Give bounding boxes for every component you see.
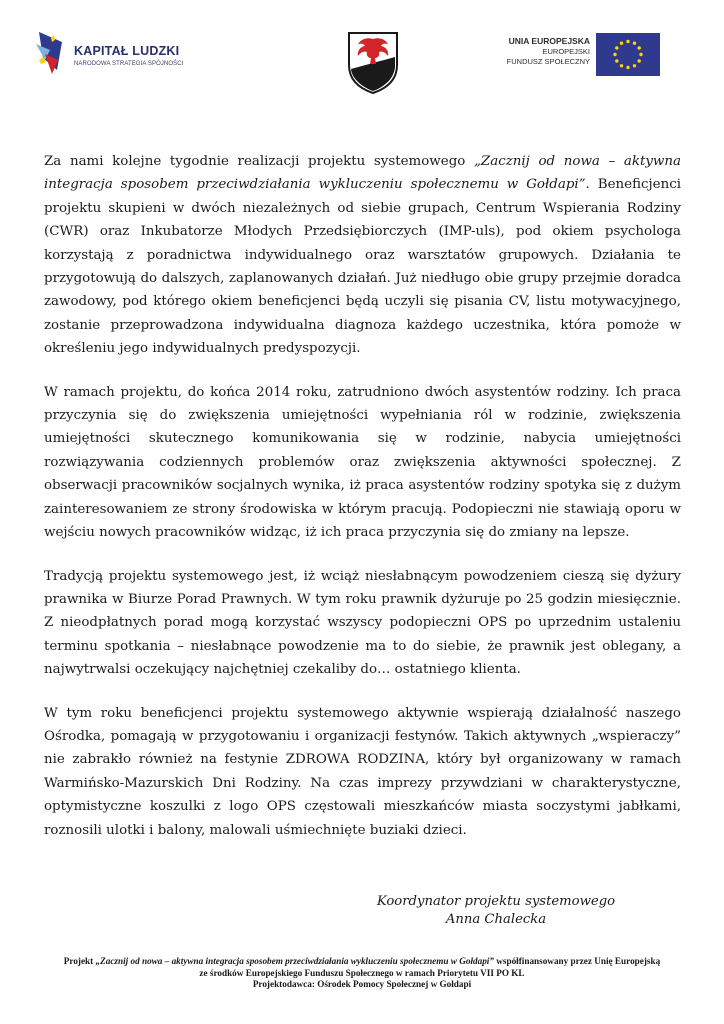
kapital-ludzki-logo <box>36 28 206 78</box>
kapital-ludzki-title: KAPITAŁ LUDZKI <box>74 44 180 58</box>
signature-role: Koordynator projektu systemowego <box>376 894 616 909</box>
footer-line-3: Projektodawca: Ośrodek Pomocy Społecznej w Gołdapi <box>252 979 472 989</box>
page-header <box>0 0 724 110</box>
paragraph-project-progress <box>44 150 681 361</box>
coat-of-arms-icon <box>347 31 399 95</box>
footer-cofinanced: współfinansowany przez Unię Europejską <box>493 956 661 966</box>
footer-line-1 <box>24 956 700 968</box>
footer-project-prefix: Projekt <box>63 956 96 966</box>
eu-fund-text <box>507 36 590 66</box>
footer-project-title: „Zacznij od nowa – aktywna integracja sposobem przeciwdziałania wykluczeniu społecznemu w Gołdapi” <box>95 956 494 966</box>
eu-flag-icon <box>596 33 660 76</box>
project-title: „Zacznij od nowa – aktywna integracja sposobem przeciwdziałania wykluczeniu społecznemu w Gołdapi”. <box>44 154 682 193</box>
article-body <box>44 150 681 862</box>
paragraph-legal-advice: Tradycją projektu systemowego jest, iż wciąż niesłabnącym powodzeniem cieszą się dyżury prawnika w Biurze Porad Prawnych. W tym roku prawnik dyżuruje po 25 godzin miesięcznie. Z nieodpłatnych porad mogą korzystać wszyscy podopieczni OPS po uprzednim ustaleniu terminu spotkania – niesłabnące powodzenie ma to do siebie, że prawnik jest oblegany, a najwytrwalsi oczekujący najchętniej czekaliby do… ostatniego klienta. <box>44 568 681 678</box>
paragraph-1-rest: Beneficjenci projektu skupieni w dwóch niezależnych od siebie grupach, Centrum Wspierania Rodziny (CWR) oraz Inkubatorze Młodych Przedsiębiorczych (IMP-uls), pod okiem psychologa korzystają z poradnictwa indywidualnego oraz warsztatów grupowych. Działania te przygotowują do dalszych, zaplanowanych działań. Już niedługo obie grupy przejmie doradca zawodowy, pod którego okiem beneficjenci będą uczyli się pisania CV, listu motywacyjnego, zostanie przeprowadzona indywidualna diagnoza każdego uczestnika, która pomoże w określeniu jego indywidualnych predyspozycji. <box>44 177 682 357</box>
esf-label-line2: FUNDUSZ SPOŁECZNY <box>506 56 590 66</box>
page-footer <box>24 956 700 991</box>
european-union-logo <box>486 33 660 77</box>
kapital-ludzki-subtitle: NARODOWA STRATEGIA SPÓJNOŚCI <box>74 61 184 67</box>
paragraph-1-intro: Za nami kolejne tygodnie realizacji projektu systemowego <box>44 154 474 169</box>
kapital-ludzki-mark-icon <box>36 30 66 76</box>
footer-line-2: ze środków Europejskiego Funduszu Społecznego w ramach Priorytetu VII PO KL <box>199 967 525 978</box>
signature-name: Anna Chalecka <box>445 912 547 927</box>
eu-label: UNIA EUROPEJSKA <box>508 36 590 46</box>
signature-block <box>366 893 626 929</box>
esf-label-line1: EUROPEJSKI <box>542 47 590 56</box>
paragraph-festival: W tym roku beneficjenci projektu systemowego aktywnie wspierają działalność naszego Ośrodka, pomagają w przygotowaniu i organizacji festynów. Takich aktywnych „wspieraczy” nie zabrakło również na festynie ZDROWA RODZINA, który był organizowany w ramach Warmińsko-Mazurskich Dni Rodziny. Na czas imprezy przywdziani w charakterystyczne, optymistyczne koszulki z logo OPS częstowali mieszkańców miasta soczystymi jabłkami, roznosili ulotki i balony, malowali uśmiechnięte buziaki dzieci. <box>44 705 681 838</box>
paragraph-family-assistants: W ramach projektu, do końca 2014 roku, zatrudniono dwóch asystentów rodziny. Ich praca przyczynia się do zwiększenia umiejętności wypełniania ról w rodzinie, zwiększenia umiejętności skutecznego komunikowania się w rodzinie, nabycia umiejętności rozwiązywania codziennych problemów oraz zwiększenia aktywności społecznej. Z obserwacji pracowników socjalnych wynika, iż praca asystentów rodziny spotyka się z dużym zainteresowaniem ze strony środowiska w którym pracują. Podopieczni nie stawiają oporu w wejściu nowych pracowników widząc, iż ich praca przyczynia się do zmiany na lepsze. <box>44 384 681 541</box>
